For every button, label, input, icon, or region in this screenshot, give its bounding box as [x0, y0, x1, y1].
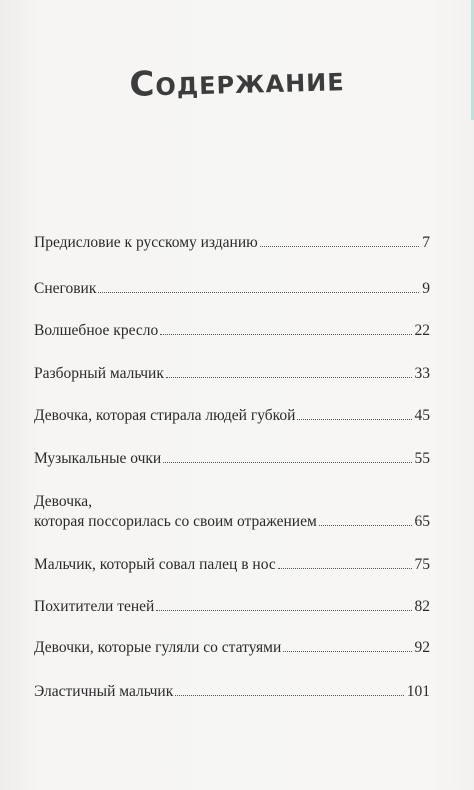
toc-entry — [34, 321, 430, 341]
toc-entry-title: Снеговик — [34, 280, 97, 297]
toc-entry — [34, 555, 430, 575]
toc-entry-title: которая поссорилась со своим отражением — [34, 513, 317, 530]
toc-entry-page: 65 — [414, 513, 430, 530]
toc-entry — [34, 233, 430, 253]
toc-entry-page: 7 — [422, 234, 430, 251]
toc-leader-dots — [175, 695, 404, 696]
toc-leader-dots — [297, 419, 411, 420]
toc-entry-page: 22 — [414, 322, 430, 339]
toc-entry-title-line1: Девочка, — [34, 493, 93, 510]
toc-entry-page: 33 — [414, 365, 430, 382]
toc-entry-page: 82 — [414, 598, 430, 615]
toc-leader-dots — [260, 246, 420, 247]
toc-entry — [34, 597, 430, 617]
toc-entry-page: 101 — [406, 683, 430, 700]
toc-entry — [34, 406, 430, 426]
toc-entry — [34, 449, 430, 469]
toc-leader-dots — [160, 334, 411, 335]
toc-leader-dots — [283, 651, 411, 652]
toc-entry-title: Музыкальные очки — [34, 450, 162, 467]
toc-leader-dots — [156, 610, 411, 611]
toc-entry-page: 9 — [422, 280, 430, 297]
toc-entry — [34, 682, 430, 702]
toc-entry-page: 92 — [414, 639, 430, 656]
toc-entry-title: Мальчик, который совал палец в нос — [34, 556, 276, 573]
toc-leader-dots — [163, 462, 411, 463]
toc-entry — [34, 279, 430, 299]
toc-entry-title: Девочка, которая стирала людей губкой — [34, 407, 296, 424]
toc-entry-title: Волшебное кресло — [34, 322, 159, 339]
toc-entry-title: Разборный мальчик — [34, 365, 164, 382]
toc-entry-title: Эластичный мальчик — [34, 683, 174, 700]
toc-entry-page: 75 — [414, 556, 430, 573]
toc-leader-dots — [319, 525, 412, 526]
toc-entry-title: Девочки, которые гуляли со статуями — [34, 639, 282, 656]
toc-entry-title: Похитители теней — [34, 598, 155, 615]
toc-entry — [34, 492, 430, 532]
toc-leader-dots — [166, 377, 412, 378]
toc-entry-page: 55 — [414, 450, 430, 467]
toc-leader-dots — [98, 292, 419, 293]
toc-leader-dots — [278, 568, 412, 569]
page-title: Содержание — [128, 59, 346, 105]
toc-entry-page: 45 — [414, 407, 430, 424]
toc-entry-title: Предисловие к русскому изданию — [34, 234, 258, 251]
toc-entry — [34, 364, 430, 384]
toc-entry — [34, 638, 430, 658]
